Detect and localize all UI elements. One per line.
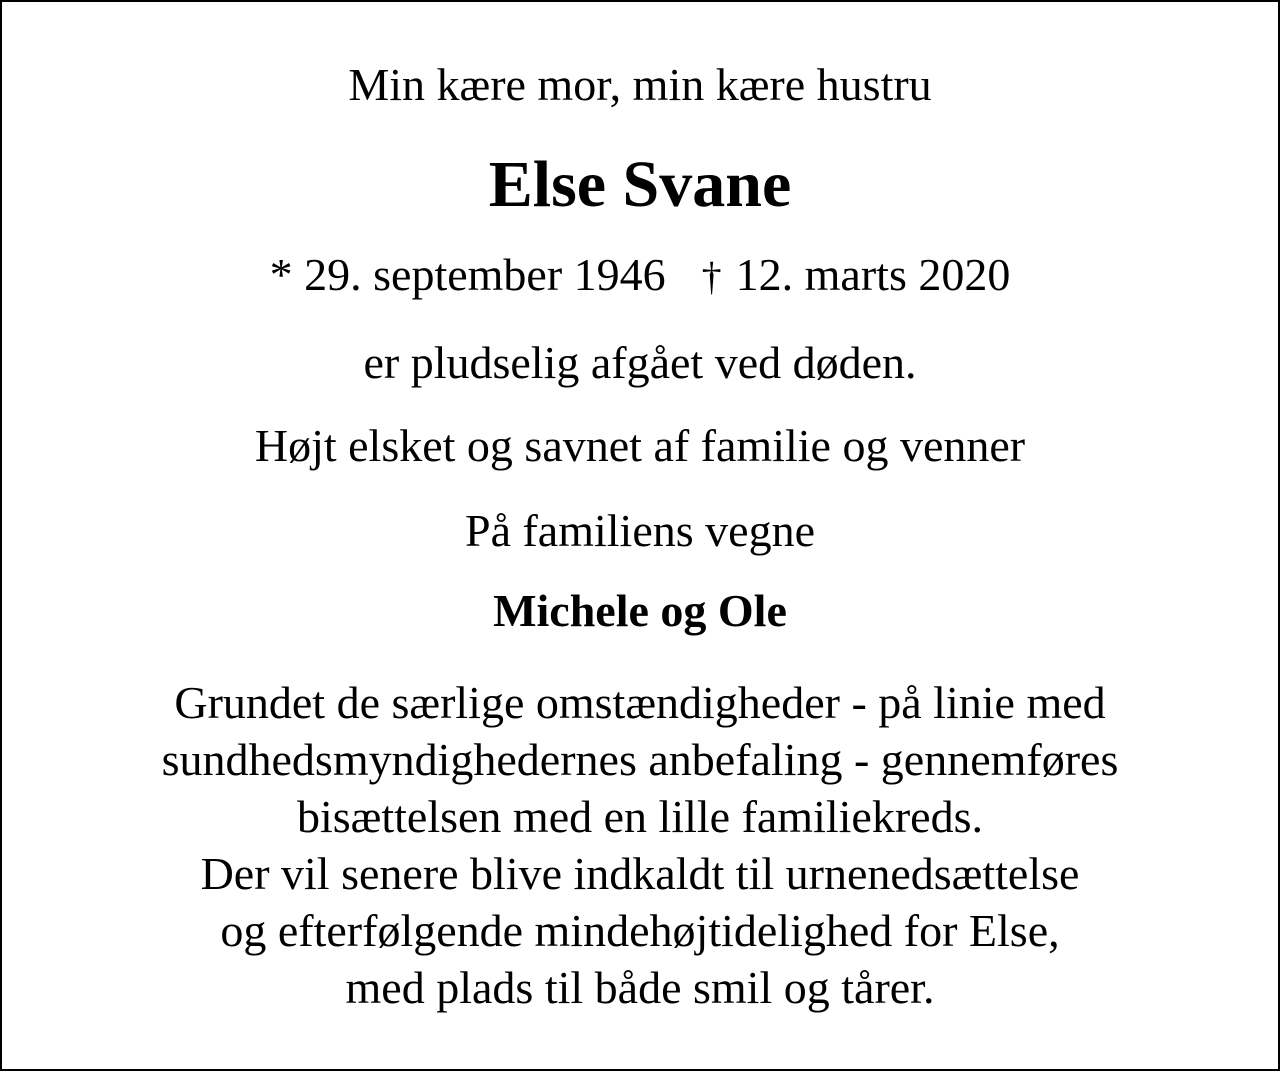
- message-line: Grundet de særlige omstændigheder - på linie med: [174, 677, 1106, 728]
- message-line: Der vil senere blive indkaldt til urnenedsættelse: [200, 848, 1080, 899]
- message-line: med plads til både smil og tårer.: [345, 962, 935, 1013]
- death-cross-icon: †: [701, 254, 722, 299]
- signers-line: Michele og Ole: [493, 585, 787, 636]
- birth-date: 29. september 1946: [304, 249, 666, 300]
- loved-line: Højt elsket og savnet af familie og venner: [254, 420, 1026, 471]
- life-dates: [2, 249, 1278, 300]
- deceased-name: Else Svane: [488, 148, 792, 221]
- passed-away-line: er pludselig afgået ved døden.: [363, 337, 917, 388]
- message-line: sundhedsmyndighedernes anbefaling - gennemføres: [161, 734, 1119, 785]
- on-behalf-line: På familiens vegne: [464, 505, 815, 556]
- message-line: bisættelsen med en lille familiekreds.: [296, 791, 983, 842]
- death-date: 12. marts 2020: [735, 249, 1011, 300]
- birth-symbol: *: [269, 249, 293, 300]
- funeral-message: [2, 674, 1278, 1016]
- message-line: og efterfølgende mindehøjtidelighed for Else,: [220, 905, 1060, 956]
- intro-line: Min kære mor, min kære hustru: [348, 59, 932, 110]
